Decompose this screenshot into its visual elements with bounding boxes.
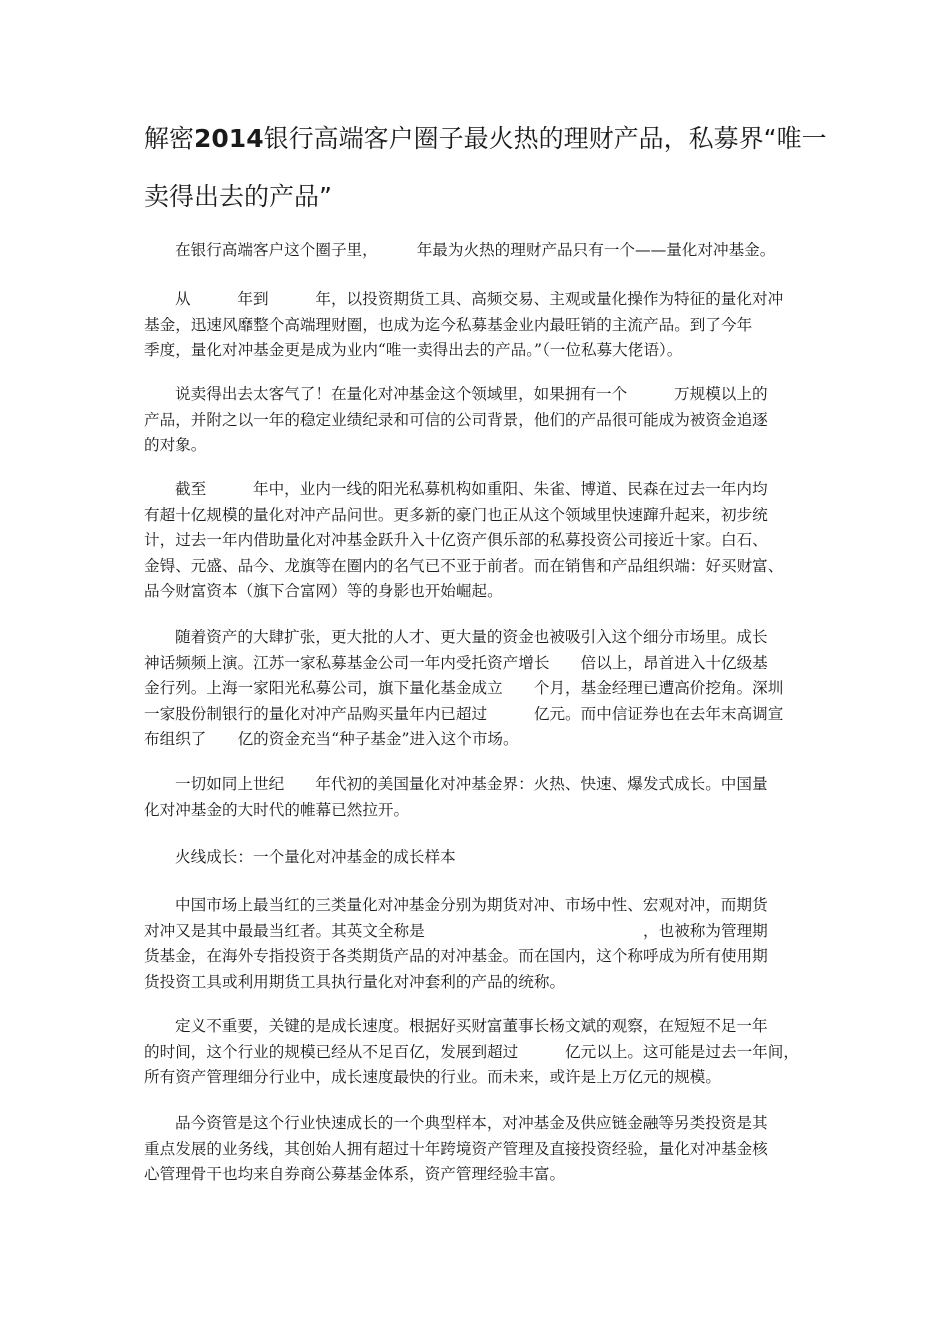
paragraph-line: 布组织了 亿的资金充当“种子基金”进入这个市场。 (144, 730, 519, 748)
title-suffix: 银行高端客户圈子最火热的理财产品，私募界“唯一 (263, 124, 827, 153)
paragraph-7 (144, 845, 824, 871)
title-line-2: 卖得出去的产品” (144, 182, 332, 211)
article-title (144, 110, 827, 226)
paragraph-1 (144, 238, 824, 264)
paragraph-line: 货基金，在海外专指投资于各类期货产品的对冲基金。而在国内，这个称呼成为所有使用期 (144, 947, 768, 965)
paragraph-10 (144, 1111, 824, 1188)
paragraph-line: 品今财富资本（旗下合富网）等的身影也开始崛起。 (144, 582, 503, 600)
paragraph-line: 产品，并附之以一年的稳定业绩纪录和可信的公司背景，他们的产品很可能成为被资金追逐 (144, 410, 768, 429)
paragraph-line: 定义不重要，关键的是成长速度。根据好买财富董事长杨文斌的观察，在短短不足一年 (175, 1017, 768, 1035)
title-line-1 (144, 110, 827, 168)
title-prefix: 解密 (144, 124, 195, 153)
paragraph-line: 重点发展的业务线，其创始人拥有超过十年跨境资产管理及直接投资经验，量化对冲基金核 (144, 1139, 768, 1158)
paragraph-line: 计，过去一年内借助量化对冲基金跃升入十亿资产俱乐部的私募投资公司接近十家。白石、 (144, 531, 768, 549)
paragraph-line: 火线成长：一个量化对冲基金的成长样本 (175, 848, 456, 866)
paragraph-line: 中国市场上最当红的三类量化对冲基金分别为期货对冲、市场中性、宏观对冲，而期货 (175, 896, 768, 914)
paragraph-4 (144, 477, 824, 605)
paragraph-line: 有超十亿规模的量化对冲产品问世。更多新的豪门也正从这个领域里快速蹿升起来，初步统 (144, 505, 768, 524)
paragraph-line: 基金，迅速风靡整个高端理财圈，也成为迄今私募基金业内最旺销的主流产品。到了今年 (144, 315, 753, 334)
paragraph-8 (144, 893, 824, 995)
paragraph-line: 心管理骨干也均来自券商公募基金体系，资产管理经验丰富。 (144, 1165, 566, 1183)
paragraph-line: 从 年到 年，以投资期货工具、高频交易、主观或量化操作为特征的量化对冲 (175, 290, 784, 308)
paragraph-line: 货投资工具或利用期货工具执行量化对冲套利的产品的统称。 (144, 972, 566, 991)
paragraph-line: 一切如同上世纪 年代初的美国量化对冲基金界：火热、快速、爆发式成长。中国量 (175, 775, 768, 793)
paragraph-line: 金行列。上海一家阳光私募公司，旗下量化基金成立 个月，基金经理已遭高价挖角。深圳 (144, 679, 784, 697)
paragraph-line: 所有资产管理细分行业中，成长速度最快的行业。而未来，或许是上万亿元的规模。 (144, 1068, 721, 1086)
paragraph-line: 品今资管是这个行业快速成长的一个典型样本，对冲基金及供应链金融等另类投资是其 (175, 1114, 768, 1132)
paragraph-9 (144, 1014, 824, 1091)
paragraph-6 (144, 772, 824, 823)
paragraph-5 (144, 625, 824, 753)
paragraph-3 (144, 382, 824, 459)
paragraph-line: 在银行高端客户这个圈子里， 年最为火热的理财产品只有一个——量化对冲基金。 (175, 241, 776, 259)
paragraph-line: 季度，量化对冲基金更是成为业内“唯一卖得出去的产品。”（一位私募大佬语）。 (144, 341, 683, 359)
paragraph-2 (144, 287, 824, 364)
paragraph-line: 截至 年中，业内一线的阳光私募机构如重阳、朱雀、博道、民森在过去一年内均 (175, 480, 768, 498)
paragraph-line: 金锝、元盛、品今、龙旗等在圈内的名气已不亚于前者。而在销售和产品组织端：好买财富、 (144, 556, 784, 575)
paragraph-line: 化对冲基金的大时代的帷幕已然拉开。 (144, 800, 410, 819)
paragraph-line: 神话频频上演。江苏一家私募基金公司一年内受托资产增长 倍以上，昂首进入十亿级基 (144, 653, 768, 672)
title-year: 2014 (194, 124, 264, 153)
paragraph-line: 一家股份制银行的量化对冲产品购买量年内已超过 亿元。而中信证券也在去年末高调宣 (144, 704, 784, 723)
paragraph-line: 对冲又是其中最最当红者。其英文全称是 ，也被称为管理期 (144, 921, 768, 940)
paragraph-line: 随着资产的大肆扩张，更大批的人才、更大量的资金也被吸引入这个细分市场里。成长 (175, 628, 768, 646)
paragraph-line: 说卖得出去太客气了！在量化对冲基金这个领域里，如果拥有一个 万规模以上的 (175, 385, 768, 403)
paragraph-line: 的时间，这个行业的规模已经从不足百亿，发展到超过 亿元以上。这可能是过去一年间， (144, 1042, 799, 1061)
paragraph-line: 的对象。 (144, 436, 207, 454)
